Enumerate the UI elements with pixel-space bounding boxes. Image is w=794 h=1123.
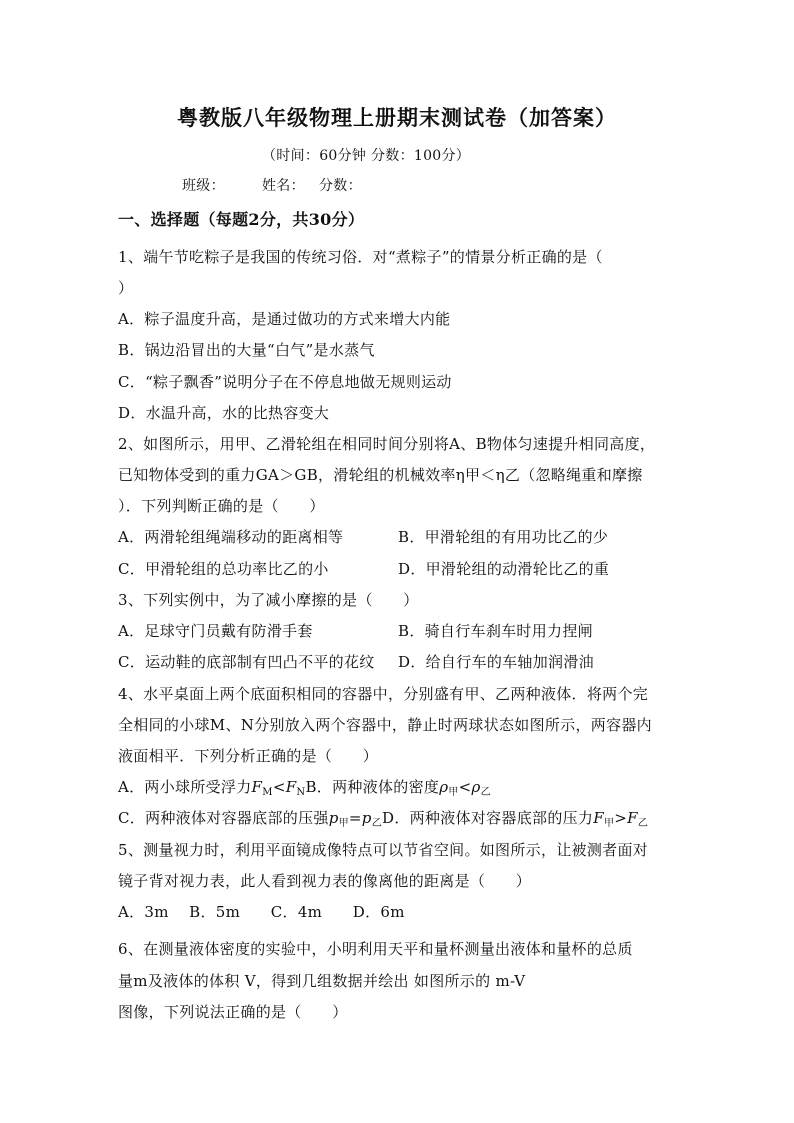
question-4-stem-line-1: 4、水平桌面上两个底面积相同的容器中，分别盛有甲、乙两种液体．将两个完 [118,685,649,703]
question-3-option-c: C．运动鞋的底部制有凹凸不平的花纹 [118,653,375,671]
question-4-stem-line-3: 液面相平．下列分析正确的是（ ） [118,747,379,765]
pressure-symbol: p [361,809,372,827]
question-1-stem-line-1: 1、端午节吃粽子是我国的传统习俗．对“煮粽子”的情景分析正确的是（ [118,248,603,266]
question-6-stem-line-1: 6、在测量液体密度的实验中，小明利用天平和量杯测量出液体和量杯的总质 [118,940,633,958]
subscript: 乙 [637,818,649,829]
density-symbol: ρ [471,778,481,796]
force-symbol: F [285,778,297,796]
question-3-option-a: A．足球守门员戴有防滑手套 [118,622,313,640]
question-2-option-c: C．甲滑轮组的总功率比乙的小 [118,560,329,578]
question-2-option-d: D．甲滑轮组的动滑轮比乙的重 [398,560,610,578]
subscript: 甲 [448,787,459,798]
question-3-stem: 3、下列实例中，为了减小摩擦的是（ ） [118,591,419,609]
operator: > [614,809,628,827]
question-1-option-c: C．“粽子飘香”说明分子在不停息地做无规则运动 [118,373,452,391]
question-3-option-d: D．给自行车的车轴加润滑油 [398,653,594,671]
question-3-option-b: B．骑自行车刹车时用力捏闸 [398,622,593,640]
pressure-symbol: p [328,809,339,827]
force-symbol: F [593,809,604,827]
question-2-stem-line-2: 已知物体受到的重力GA＞GB，滑轮组的机械效率η甲＜η乙（忽略绳重和摩擦 [118,466,643,484]
density-symbol: ρ [439,778,449,796]
subscript: 乙 [480,787,491,798]
question-2-option-b: B．甲滑轮组的有用功比乙的少 [398,528,609,546]
operator: < [458,778,472,796]
question-6-stem-line-2: 量m及液体的体积 V，得到几组数据并绘出 如图所示的 m-V [118,972,526,990]
question-4-option-a-text: A．两小球所受浮力 [118,778,252,796]
question-1-stem-line-2: ） [118,279,134,297]
subscript: 甲 [338,818,349,829]
class-label: 班级： [182,178,225,194]
force-symbol: F [251,778,263,796]
question-4-options-cd [118,808,648,828]
question-5-options: A．3m B．5m C．4m D．6m [118,903,405,921]
question-4-option-c-text: C．两种液体对容器底部的压强 [118,809,329,827]
page-title: 粤教版八年级物理上册期末测试卷（加答案） [177,105,617,130]
question-1-option-b: B．锅边沿冒出的大量“白气”是水蒸气 [118,341,375,359]
question-2-stem-line-1: 2、如图所示，用甲、乙滑轮组在相同时间分别将A、B物体匀速提升相同高度， [118,435,656,453]
question-4-stem-line-2: 全相同的小球M、N分别放入两个容器中，静止时两球状态如图所示，两容器内 [118,716,652,734]
question-2-option-a: A．两滑轮组绳端移动的距离相等 [118,528,344,546]
name-label: 姓名： [262,178,305,194]
question-2-stem-line-3: ）．下列判断正确的是（ ） [118,497,325,515]
question-4-option-d-text: D．两种液体对容器底部的压力 [382,809,594,827]
question-6-stem-line-3: 图像，下列说法正确的是（ ） [118,1003,348,1021]
question-1-option-d: D．水温升高，水的比热容变大 [118,404,330,422]
subscript: M [262,787,273,798]
question-1-option-a: A．粽子温度升高，是通过做功的方式来增大内能 [118,310,451,328]
operator: = [348,809,362,827]
question-5-stem-line-1: 5、测量视力时，利用平面镜成像特点可以节省空间。如图所示，让被测者面对 [118,841,649,859]
subscript: 乙 [371,818,382,829]
subscript: N [296,787,306,798]
subscript: 甲 [603,818,615,829]
score-label: 分数： [319,178,362,194]
question-4-options-ab [118,777,491,797]
operator: < [272,778,286,796]
question-4-option-b-text: B．两种液体的密度 [305,778,440,796]
force-symbol: F [627,809,638,827]
time-score-line: （时间：60分钟 分数：100分） [262,148,471,164]
section-heading: 一、选择题（每题2分，共30分） [118,210,365,229]
question-5-stem-line-2: 镜子背对视力表，此人看到视力表的像离他的距离是（ ） [118,872,532,890]
